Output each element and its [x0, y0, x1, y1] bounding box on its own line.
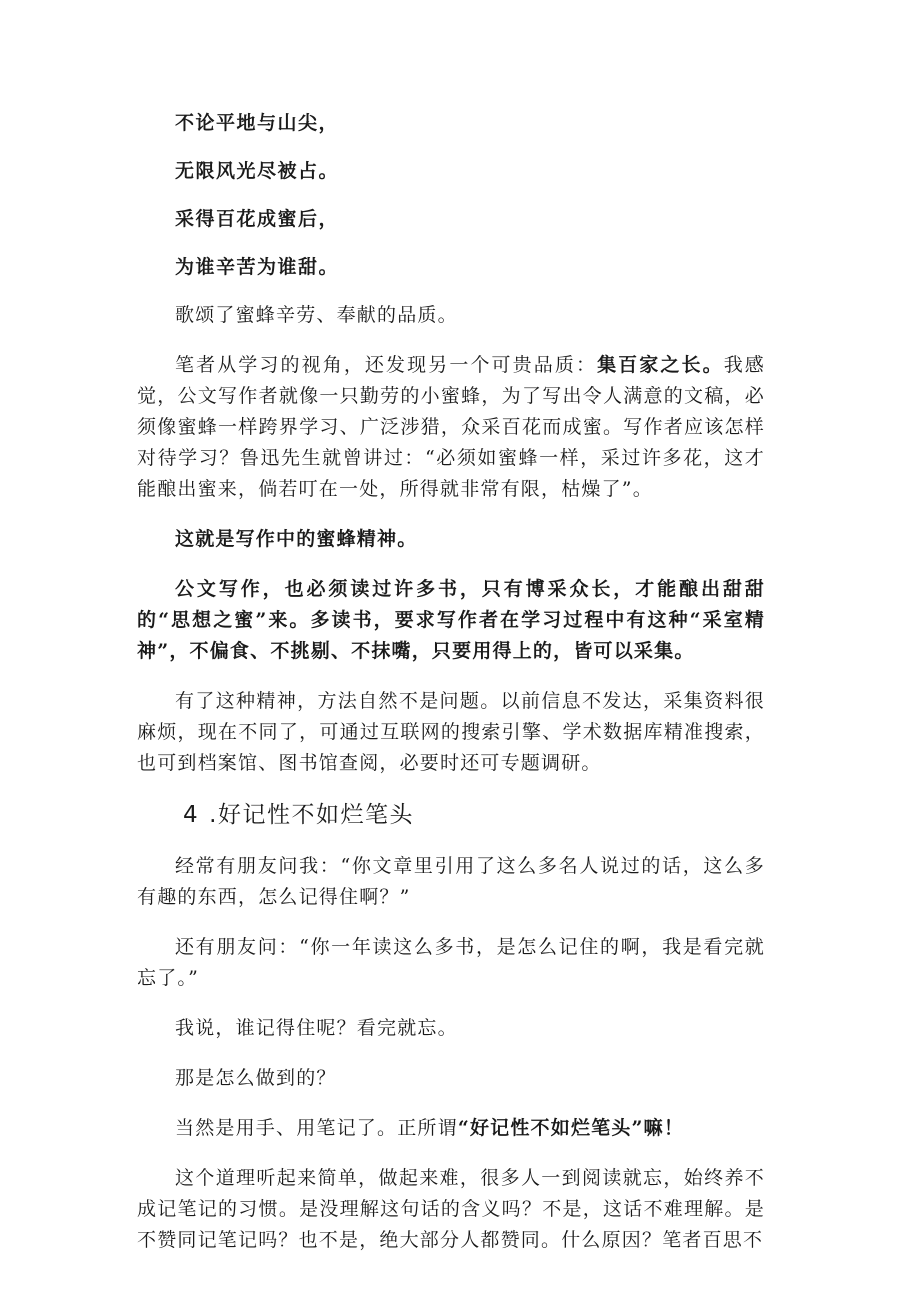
- document-body: [137, 108, 765, 1275]
- poem-line-4: 为谁辛苦为谁甜。: [175, 256, 340, 278]
- poem-line-2: 无限风光尽被占。: [175, 160, 340, 182]
- section-heading: [137, 798, 765, 832]
- bee-intro-bold: 集百家之长。: [597, 354, 724, 376]
- poem: [137, 108, 765, 283]
- paragraph-read-more: 公文写作，也必须读过许多书，只有博采众长，才能酿出甜甜的“思想之蜜”来。多读书，要求写作者在学习过程中有这种“采室精神”，不偏食、不挑剔、不抹嘴，只要用得上的，皆可以采集。: [137, 578, 765, 662]
- paragraph-friend-question-2: 还有朋友问：“你一年读这么多书，是怎么记住的啊，我是看完就忘了。”: [137, 936, 765, 989]
- paragraph-pen: [137, 1113, 765, 1144]
- bee-intro-text: 笔者从学习的视角，还发现另一个可贵品质：: [175, 354, 598, 376]
- pen-quote-bold: “好记性不如烂笔头”嘛！: [457, 1117, 685, 1139]
- pen-text: 当然是用手、用笔记了。正所谓: [175, 1117, 458, 1139]
- section-number: 4: [183, 802, 200, 828]
- paragraph-praise: 歌颂了蜜蜂辛劳、奉献的品质。: [175, 304, 458, 326]
- poem-line-1: 不论平地与山尖，: [175, 112, 340, 134]
- paragraph-method: 有了这种精神，方法自然不是问题。以前信息不发达，采集资料很麻烦，现在不同了，可通过互联网的搜索引擎、学术数据库精准搜索，也可到档案馆、图书馆查阅，必要时还可专题调研。: [137, 690, 765, 774]
- section-title: .好记性不如烂笔头: [209, 802, 414, 828]
- paragraph-how: 那是怎么做到的？: [175, 1067, 337, 1089]
- paragraph-answer: 我说，谁记得住呢？看完就忘。: [175, 1017, 458, 1039]
- paragraph-friend-question-1: 经常有朋友问我：“你文章里引用了这么多名人说过的话，这么多有趣的东西，怎么记得住啊？”: [137, 855, 765, 908]
- paragraph-habit: 这个道理听起来简单，做起来难，很多人一到阅读就忘，始终养不成记笔记的习惯。是没理解这句话的含义吗？不是，这话不难理解。是不赞同记笔记吗？也不是，绝大部分人都赞同。什么原因？笔者百思不: [137, 1167, 765, 1251]
- paragraph-bee-spirit: 这就是写作中的蜜蜂精神。: [175, 528, 418, 550]
- poem-line-3: 采得百花成蜜后，: [175, 208, 340, 230]
- paragraph-bee-intro: [137, 350, 765, 505]
- bee-intro-text-rest: 我感觉，公文写作者就像一只勤劳的小蜜蜂，为了写出令人满意的文稿，必须像蜜蜂一样跨界学习、广泛涉猎，众采百花而成蜜。写作者应该怎样对待学习？鲁迅先生就曾讲过：“必须如蜜蜂一样，采过许多花，这才能酿出蜜来，倘若叮在一处，所得就非常有限，枯燥了”。: [137, 354, 765, 500]
